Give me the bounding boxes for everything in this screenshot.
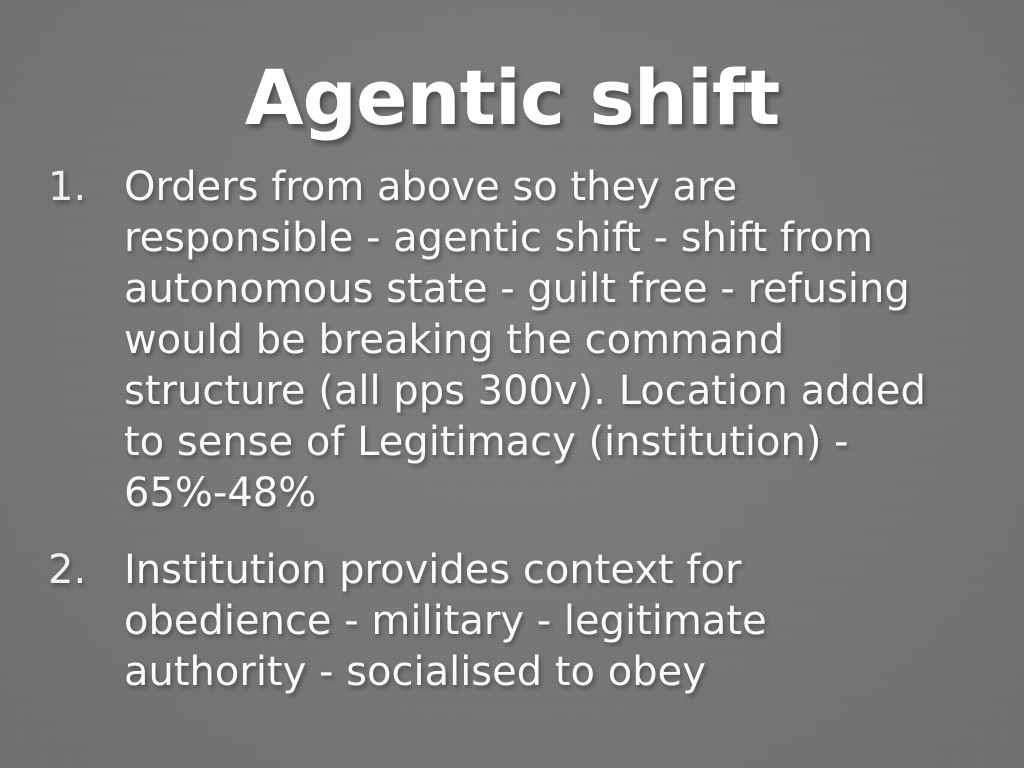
list-item-marker: 1.: [48, 164, 87, 210]
list-item-marker: 2.: [48, 547, 87, 593]
list-item: [48, 162, 948, 519]
list-item: [48, 545, 948, 698]
list-item-text: Orders from above so they are responsible - agentic shift - shift from autonomous state - guilt free - refusing would be breaking the command structure (all pps 300v). Location added to sense of Legitimacy (institution) - 65%-48%: [124, 164, 926, 516]
page-title: Agentic shift: [244, 53, 780, 142]
list-item-text: Institution provides context for obedience - military - legitimate authority - socialised to obey: [124, 547, 767, 695]
bullet-list: [48, 162, 948, 724]
